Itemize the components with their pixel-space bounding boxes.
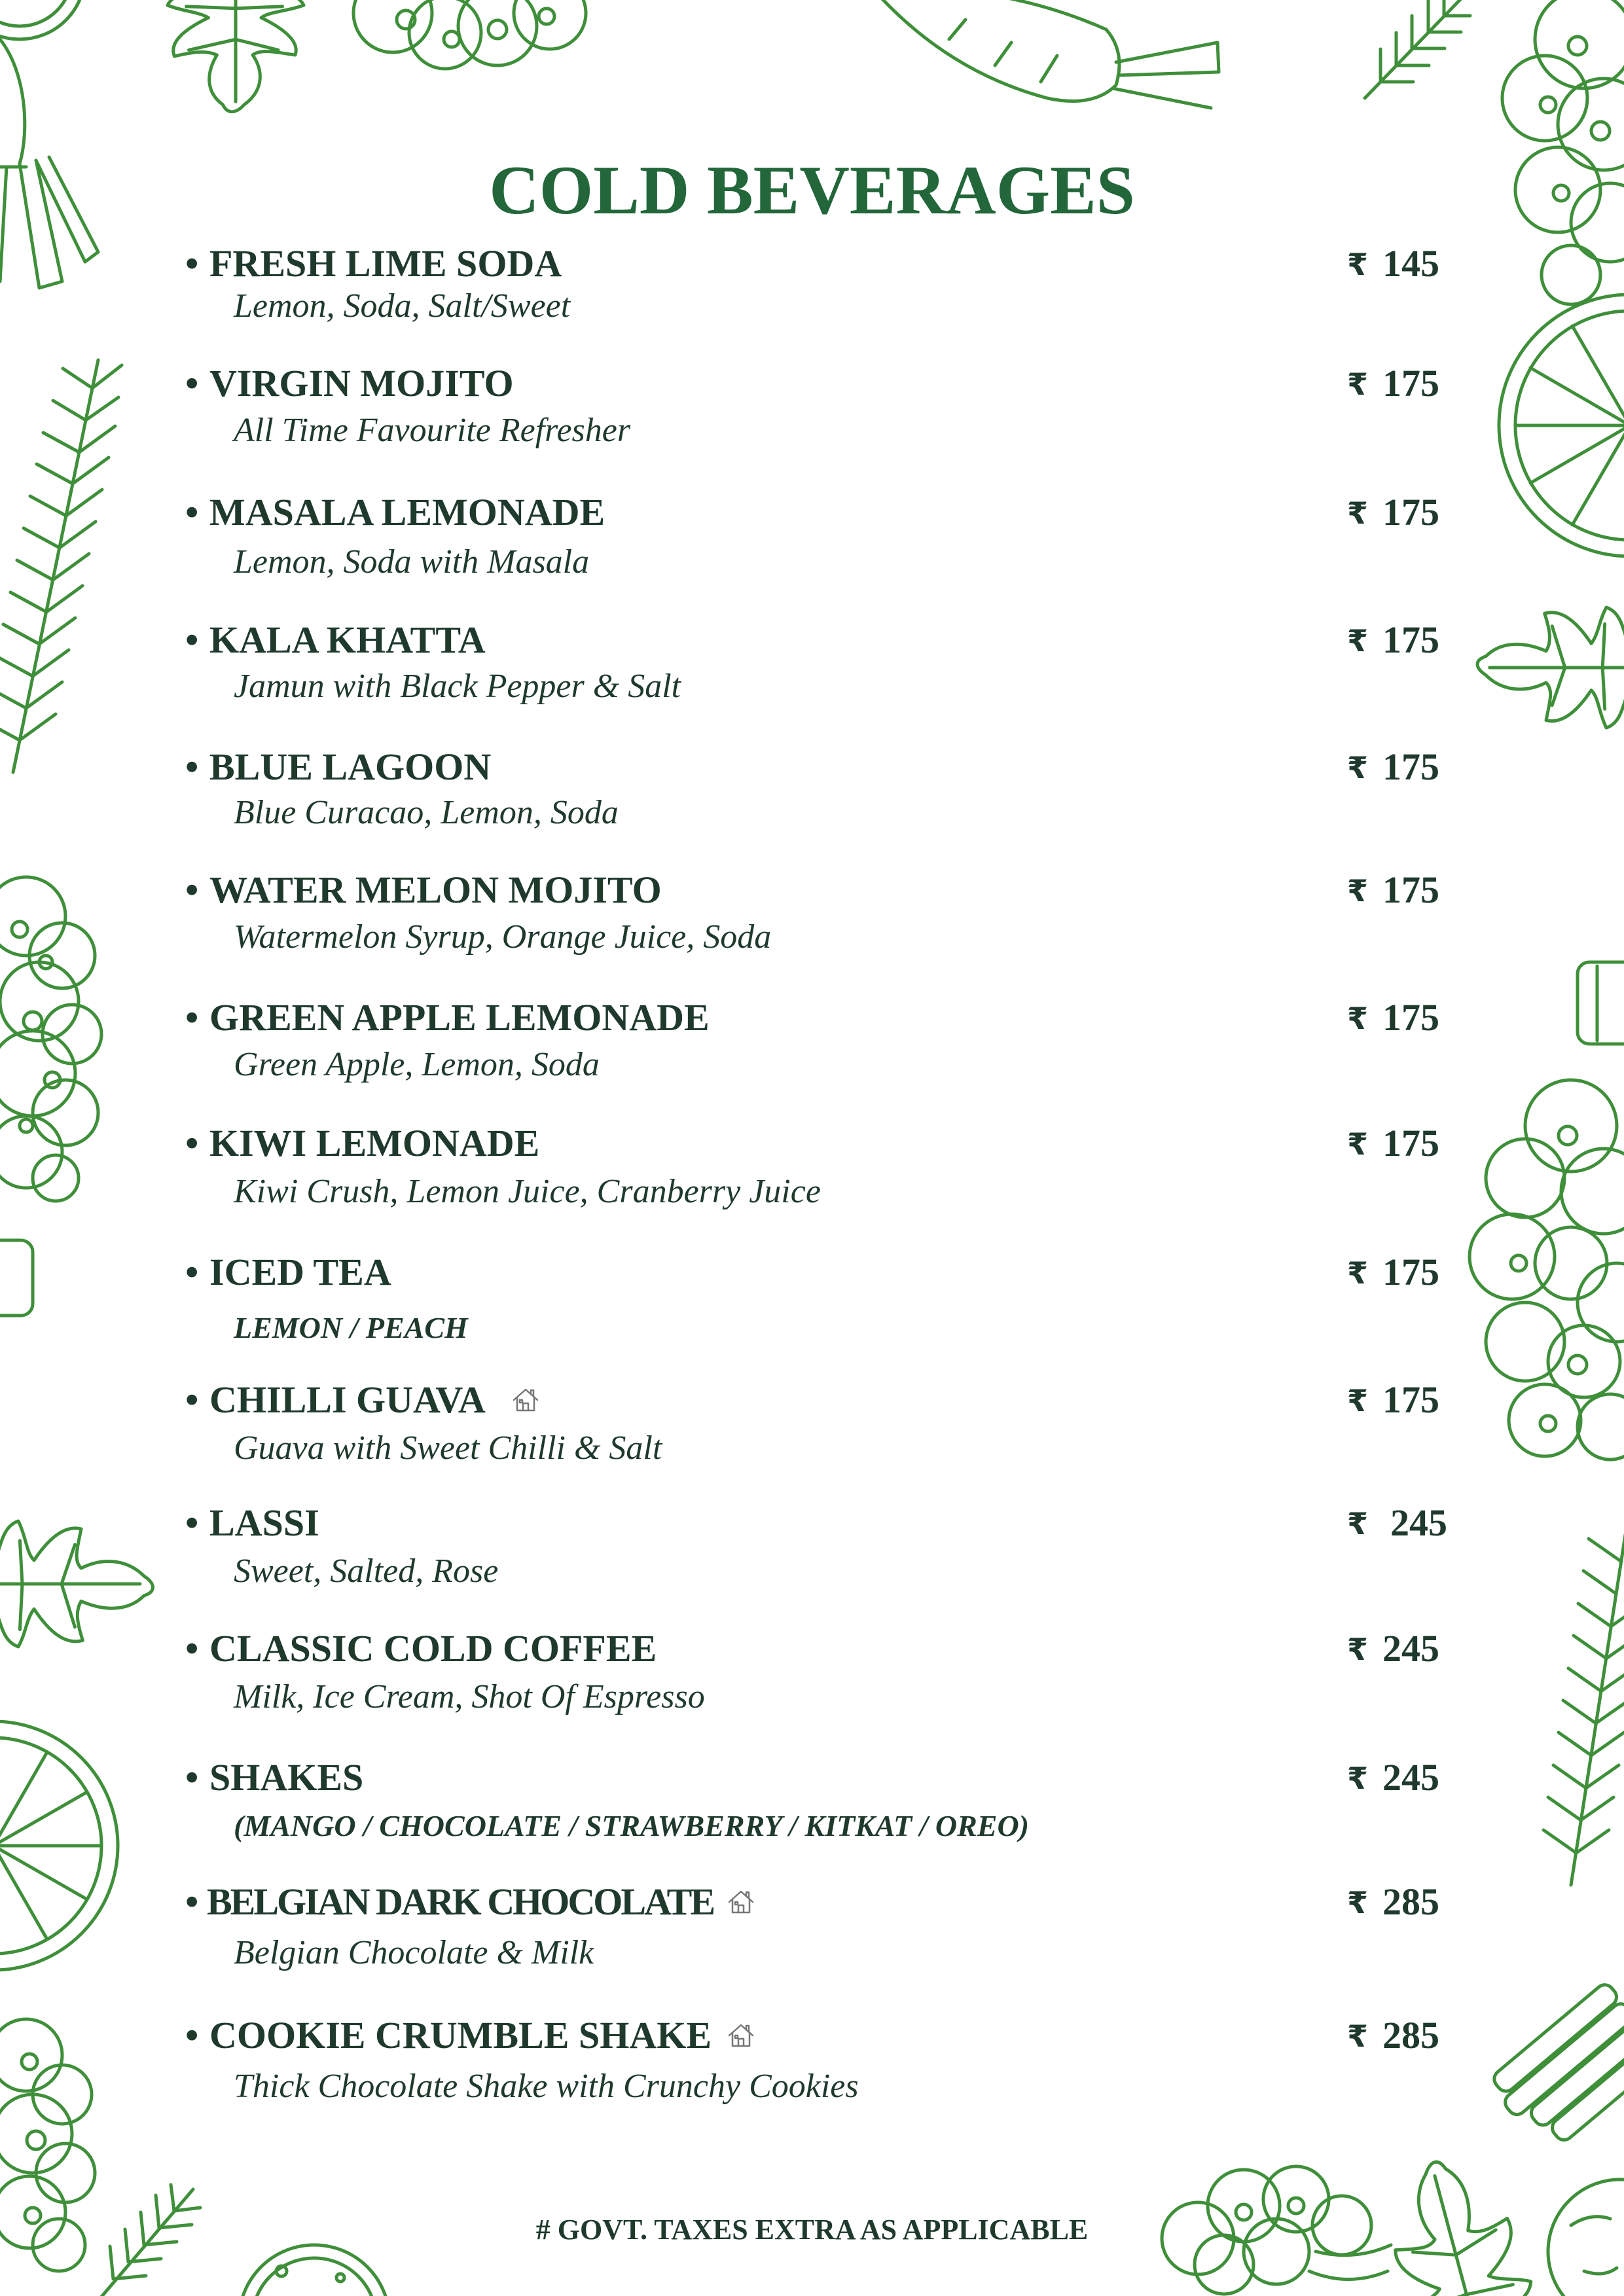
menu-item-water-melon-mojito xyxy=(0,871,1624,963)
item-price: 175 xyxy=(1382,1378,1439,1421)
menu-item-belgian-dark-chocolate xyxy=(0,1880,1624,1975)
item-price: 245 xyxy=(1382,1756,1439,1799)
rupee-symbol: ₹ xyxy=(1347,1885,1369,1920)
item-description: (MANGO / CHOCOLATE / STRAWBERRY / KITKAT / OREO) xyxy=(234,1809,1030,1842)
rupee-symbol: ₹ xyxy=(1347,247,1369,282)
bullet: • xyxy=(185,996,199,1039)
item-description: Milk, Ice Cream, Shot Of Espresso xyxy=(234,1678,705,1715)
rupee-symbol: ₹ xyxy=(1347,495,1369,531)
rupee-symbol: ₹ xyxy=(1347,1126,1369,1162)
menu-item-classic-cold-coffee xyxy=(0,1627,1624,1721)
item-description: Blue Curacao, Lemon, Soda xyxy=(234,794,619,831)
bullet: • xyxy=(185,242,199,285)
item-description: Jamun with Black Pepper & Salt xyxy=(234,668,681,705)
item-description: Sweet, Salted, Rose xyxy=(234,1552,499,1590)
menu-item-fresh-lime-soda xyxy=(0,242,1624,336)
carrot-icon xyxy=(877,0,1219,108)
bullet: • xyxy=(185,1251,199,1293)
item-price: 175 xyxy=(1382,1122,1439,1164)
item-name: CHILLI GUAVA xyxy=(209,1378,486,1421)
house-special-icon xyxy=(727,2021,755,2050)
house-special-icon xyxy=(511,1386,540,1414)
item-description: Thick Chocolate Shake with Crunchy Cookies xyxy=(234,2068,859,2105)
item-name: BLUE LAGOON xyxy=(209,745,492,788)
rupee-symbol: ₹ xyxy=(1347,2018,1369,2054)
menu-item-kiwi-lemonade xyxy=(0,1124,1624,1216)
item-price: 175 xyxy=(1382,996,1439,1039)
item-description: Kiwi Crush, Lemon Juice, Cranberry Juice xyxy=(234,1173,821,1210)
tax-note: # GOVT. TAXES EXTRA AS APPLICABLE xyxy=(535,2214,1089,2246)
bullet: • xyxy=(185,1501,199,1544)
item-name: SHAKES xyxy=(209,1756,364,1799)
item-description: Green Apple, Lemon, Soda xyxy=(234,1046,600,1083)
arugula-leaf-icon xyxy=(168,0,304,112)
tomato-icon xyxy=(239,2245,389,2296)
item-price: 175 xyxy=(1382,869,1439,911)
menu-item-shakes xyxy=(0,1756,1624,1850)
item-name: WATER MELON MOJITO xyxy=(209,869,662,911)
lime-slice-icon xyxy=(0,0,85,39)
menu-item-lassi xyxy=(0,1501,1624,1596)
item-description: Lemon, Soda with Masala xyxy=(234,543,590,581)
menu-item-chilli-guava xyxy=(0,1378,1624,1473)
rupee-symbol: ₹ xyxy=(1347,1383,1369,1418)
bullet: • xyxy=(185,491,199,533)
item-description: All Time Favourite Refresher xyxy=(234,412,631,449)
menu-item-masala-lemonade xyxy=(0,493,1624,585)
item-name: MASALA LEMONADE xyxy=(209,491,605,533)
item-description: Guava with Sweet Chilli & Salt xyxy=(234,1429,662,1467)
bullet: • xyxy=(185,2014,199,2056)
item-name: GREEN APPLE LEMONADE xyxy=(209,996,710,1039)
menu-item-cookie-crumble-shake xyxy=(0,2014,1624,2108)
item-name: KIWI LEMONADE xyxy=(209,1122,540,1164)
item-name: KALA KHATTA xyxy=(209,619,486,661)
rupee-symbol: ₹ xyxy=(1347,1506,1369,1541)
menu-item-green-apple-lemonade xyxy=(0,996,1624,1090)
item-name: FRESH LIME SODA xyxy=(209,242,562,285)
item-name: VIRGIN MOJITO xyxy=(209,362,514,404)
bullet: • xyxy=(185,1378,199,1421)
menu-item-blue-lagoon xyxy=(0,745,1624,840)
rupee-symbol: ₹ xyxy=(1347,1632,1369,1667)
rupee-symbol: ₹ xyxy=(1347,873,1369,908)
page-title: COLD BEVERAGES xyxy=(489,152,1135,228)
item-price: 175 xyxy=(1382,745,1439,788)
bullet: • xyxy=(185,745,199,788)
rupee-symbol: ₹ xyxy=(1347,623,1369,658)
item-name: COOKIE CRUMBLE SHAKE xyxy=(209,2014,712,2056)
item-description: Watermelon Syrup, Orange Juice, Soda xyxy=(234,918,772,956)
house-special-icon xyxy=(727,1888,755,1916)
item-name: BELGIAN DARK CHOCOLATE xyxy=(207,1880,714,1923)
item-price: 285 xyxy=(1382,2014,1439,2056)
item-price: 285 xyxy=(1382,1880,1439,1923)
item-price: 175 xyxy=(1382,362,1439,404)
menu-item-virgin-mojito xyxy=(0,362,1624,456)
item-name: ICED TEA xyxy=(209,1251,391,1293)
rupee-symbol: ₹ xyxy=(1347,367,1369,402)
rupee-symbol: ₹ xyxy=(1347,1761,1369,1796)
item-name: CLASSIC COLD COFFEE xyxy=(209,1627,657,1670)
item-price: 245 xyxy=(1382,1627,1439,1670)
item-description: LEMON / PEACH xyxy=(234,1311,468,1344)
broccoli-icon xyxy=(353,0,586,69)
rupee-symbol: ₹ xyxy=(1347,750,1369,785)
rupee-symbol: ₹ xyxy=(1347,1255,1369,1291)
item-price: 145 xyxy=(1382,242,1439,285)
rupee-symbol: ₹ xyxy=(1347,1001,1369,1036)
bullet: • xyxy=(185,619,199,661)
item-price: 245 xyxy=(1390,1501,1447,1544)
item-name: LASSI xyxy=(209,1501,319,1544)
bullet: • xyxy=(185,869,199,911)
item-description: Belgian Chocolate & Milk xyxy=(234,1934,594,1971)
rosemary-icon xyxy=(1365,0,1470,98)
bullet: • xyxy=(185,1627,199,1670)
menu-item-iced-tea xyxy=(0,1253,1624,1345)
menu-item-kala-khatta xyxy=(0,621,1624,713)
item-price: 175 xyxy=(1382,491,1439,533)
bullet: • xyxy=(185,1756,199,1799)
item-price: 175 xyxy=(1382,1251,1439,1293)
bullet: • xyxy=(185,1880,199,1923)
item-price: 175 xyxy=(1382,619,1439,661)
bullet: • xyxy=(185,362,199,404)
item-description: Lemon, Soda, Salt/Sweet xyxy=(234,287,571,325)
bullet: • xyxy=(185,1122,199,1164)
